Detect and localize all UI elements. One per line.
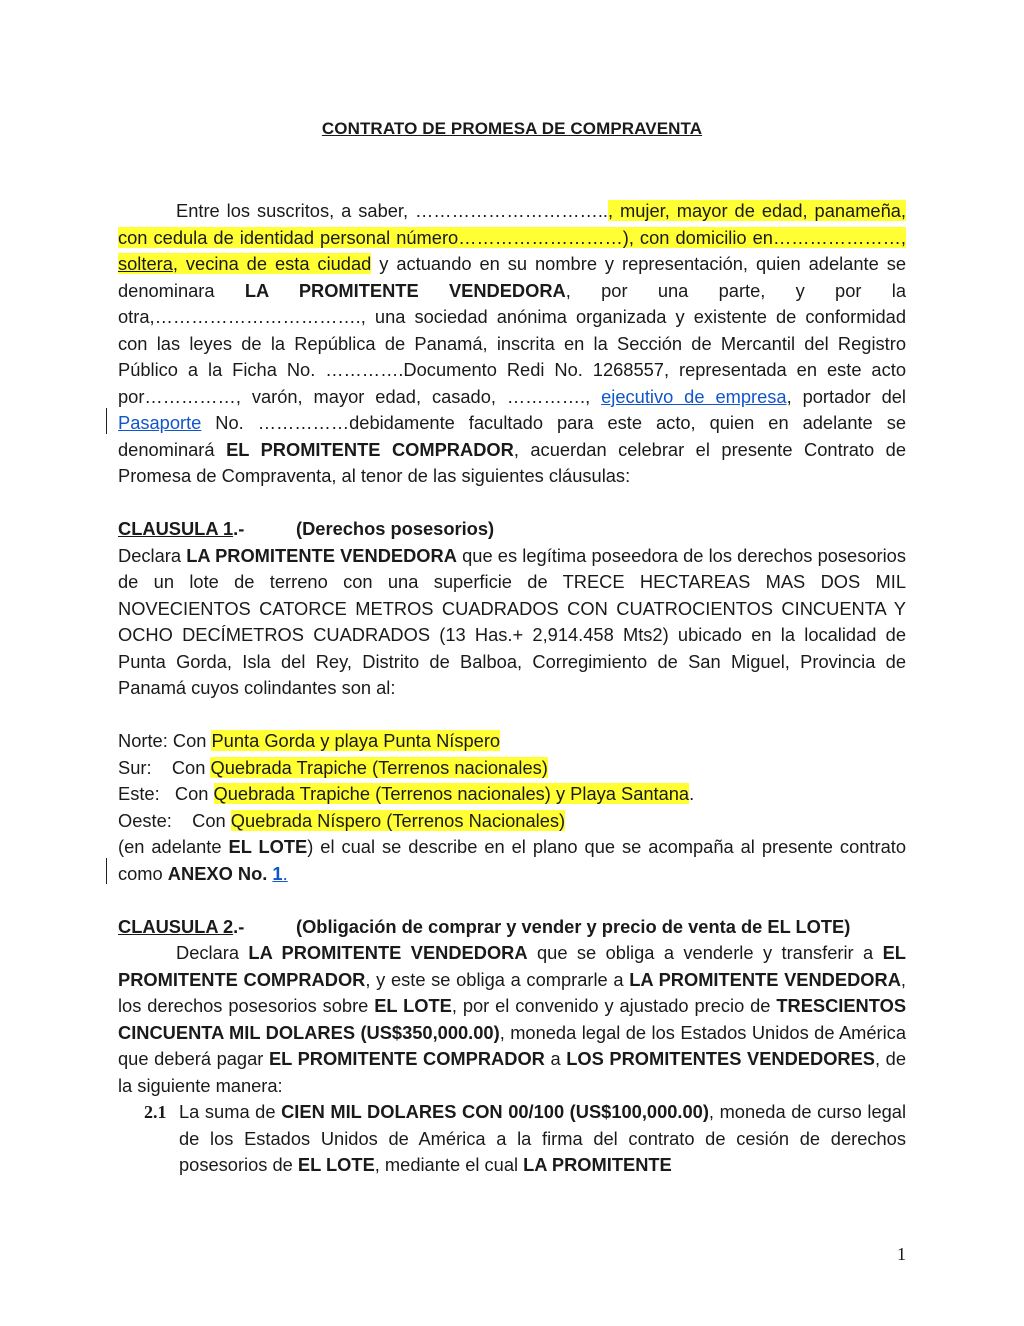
clause-number-suffix: .- bbox=[233, 915, 245, 937]
intro-text: , acuerdan celebrar el presente Contrato de Promesa de Compraventa, al tenor de las siguientes cláusulas: bbox=[118, 438, 906, 486]
clause-number-suffix: .- bbox=[233, 518, 245, 539]
bold-term: TRESCIENTOS CINCUENTA MIL DOLARES (US$350,000.00) bbox=[118, 995, 907, 1043]
hyperlink[interactable]: ejecutivo de empresa bbox=[601, 385, 787, 407]
boundary-label: Norte: Con bbox=[118, 730, 212, 751]
boundary-west bbox=[118, 808, 906, 835]
clause-text: , de la siguiente manera: bbox=[118, 1048, 907, 1096]
boundary-value: Quebrada Trapiche (Terrenos nacionales) bbox=[210, 756, 548, 778]
document-body bbox=[118, 198, 906, 1179]
revision-marker bbox=[106, 858, 107, 884]
bold-term: LA PROMITENTE VENDEDORA bbox=[248, 942, 528, 963]
bold-term: CIEN MIL DOLARES CON 00/100 (US$100,000.00) bbox=[281, 1101, 709, 1122]
boundary-label: Este: Con bbox=[118, 783, 214, 804]
clause-text: (en adelante bbox=[118, 836, 229, 857]
clause-text: , y este se obliga a comprarle a bbox=[365, 968, 630, 990]
clause-paragraph bbox=[118, 543, 906, 702]
bold-term: EL LOTE bbox=[228, 836, 308, 857]
clause-text: a bbox=[544, 1048, 567, 1069]
boundary-value: Quebrada Níspero (Terrenos Nacionales) bbox=[230, 809, 566, 831]
clause-title: (Obligación de comprar y vender y precio de venta de EL LOTE) bbox=[296, 915, 851, 937]
boundary-value: Punta Gorda y playa Punta Níspero bbox=[211, 730, 501, 751]
intro-text: y actuando en su nombre y representación, quien adelante se denominara bbox=[118, 253, 907, 301]
spacer bbox=[118, 490, 906, 517]
page-number: 1 bbox=[897, 1244, 906, 1264]
clause-number: CLAUSULA 1 bbox=[118, 518, 234, 539]
underlined-text: soltera bbox=[118, 253, 173, 274]
intro-text: No. ……………debidamente facultado para este acto, quien en adelante se denominará bbox=[118, 412, 906, 460]
clause-label bbox=[118, 914, 296, 941]
list-number: 2.1 bbox=[144, 1102, 167, 1122]
highlight-text: , mujer, mayor de edad, panameña, con cedula de identidad personal número………………………), con domicilio en…………………, bbox=[118, 200, 906, 248]
clause-heading bbox=[118, 914, 906, 941]
bold-term: EL PROMITENTE COMPRADOR bbox=[226, 438, 514, 460]
intro-text: Entre los suscritos, a saber, ………………………….. bbox=[176, 200, 608, 221]
clause-text: , por el convenido y ajustado precio de bbox=[451, 995, 777, 1016]
bold-term: ANEXO No. bbox=[167, 862, 273, 884]
bold-term: LA PROMITENTE bbox=[523, 1154, 672, 1175]
boundary-value: Quebrada Trapiche (Terrenos nacionales) y Playa Santana bbox=[213, 783, 690, 804]
clause-text: La suma de bbox=[179, 1101, 282, 1122]
intro-text: , portador del bbox=[786, 385, 906, 407]
bold-term: EL PROMITENTE COMPRADOR bbox=[268, 1048, 545, 1069]
clause-title: (Derechos posesorios) bbox=[296, 518, 495, 539]
clause-text: , los derechos posesorios sobre bbox=[118, 968, 906, 1016]
intro-text: , por una parte, y por la otra,……………………………. bbox=[118, 279, 906, 327]
highlight-text: , vecina de esta ciudad bbox=[172, 253, 372, 274]
bold-term: LA PROMITENTE VENDEDORA bbox=[186, 544, 457, 566]
clause-text: ) el cual se describe en el plano que se acompaña al presente contrato como bbox=[118, 836, 906, 884]
annex-link[interactable]: 1 bbox=[272, 862, 283, 884]
boundary-end: . bbox=[689, 783, 695, 804]
bold-term: LA PROMITENTE VENDEDORA bbox=[244, 279, 566, 301]
annex-paragraph bbox=[118, 834, 906, 887]
boundary-south bbox=[118, 755, 906, 782]
clause-text: Declara bbox=[176, 942, 249, 963]
clause-text: que es legítima poseedora de los derechos posesorios de un lote de terreno con una superficie de TRECE HECTAREAS MAS DOS MIL NOVECIENTOS CATORCE METROS CUADRADOS CON CUATROCIENTOS CINCUENTA Y OCHO DECÍMETROS CUADRADOS (13 Has.+ 2,914.458 Mts2) ubicado en la localidad de Punta Gorda, Isla del Rey, Distrito de Balboa, Corregimiento de San Miguel, Provincia de Panamá cuyos colindantes son al: bbox=[118, 544, 906, 698]
bold-term: EL LOTE bbox=[374, 995, 452, 1016]
clause-text: Declara bbox=[118, 544, 187, 566]
bold-term: LOS PROMITENTES VENDEDORES bbox=[566, 1048, 876, 1069]
bold-term: EL PROMITENTE COMPRADOR bbox=[118, 942, 906, 990]
revision-marker bbox=[106, 408, 107, 434]
document-title: CONTRATO DE PROMESA DE COMPRAVENTA bbox=[321, 119, 703, 138]
clause-text: que se obliga a venderle y transferir a bbox=[527, 942, 883, 963]
intro-text: , una sociedad anónima organizada y existente de conformidad con las leyes de la República de Panamá, inscrita en la Sección de Mercantil del Registro Público a la Ficha No. ………….Documento Redi No. 1268557, representada en este acto por……………, varón, mayor edad, casado, …………., bbox=[118, 306, 906, 407]
clause-text: , mediante el cual bbox=[374, 1154, 524, 1175]
boundary-east bbox=[118, 781, 906, 808]
hyperlink[interactable]: Pasaporte bbox=[118, 412, 202, 433]
clause-label bbox=[118, 516, 296, 543]
annex-link-period[interactable]: . bbox=[282, 862, 288, 884]
bold-term: EL LOTE bbox=[297, 1154, 375, 1175]
intro-paragraph bbox=[118, 198, 906, 490]
clause-number: CLAUSULA 2 bbox=[118, 915, 234, 937]
spacer bbox=[118, 702, 906, 729]
clause-paragraph bbox=[118, 940, 906, 1099]
boundary-label: Oeste: Con bbox=[118, 809, 231, 831]
bold-term: LA PROMITENTE VENDEDORA bbox=[629, 968, 901, 990]
clause-heading bbox=[118, 516, 906, 543]
boundary-north bbox=[118, 728, 906, 755]
boundary-label: Sur: Con bbox=[118, 756, 211, 778]
clause-text: , moneda de curso legal de los Estados Unidos de América a la firma del contrato de cesión de derechos posesorios de bbox=[179, 1101, 907, 1175]
clause-text: , moneda legal de los Estados Unidos de América que deberá pagar bbox=[118, 1021, 906, 1069]
spacer bbox=[118, 887, 906, 914]
list-item bbox=[118, 1099, 906, 1179]
